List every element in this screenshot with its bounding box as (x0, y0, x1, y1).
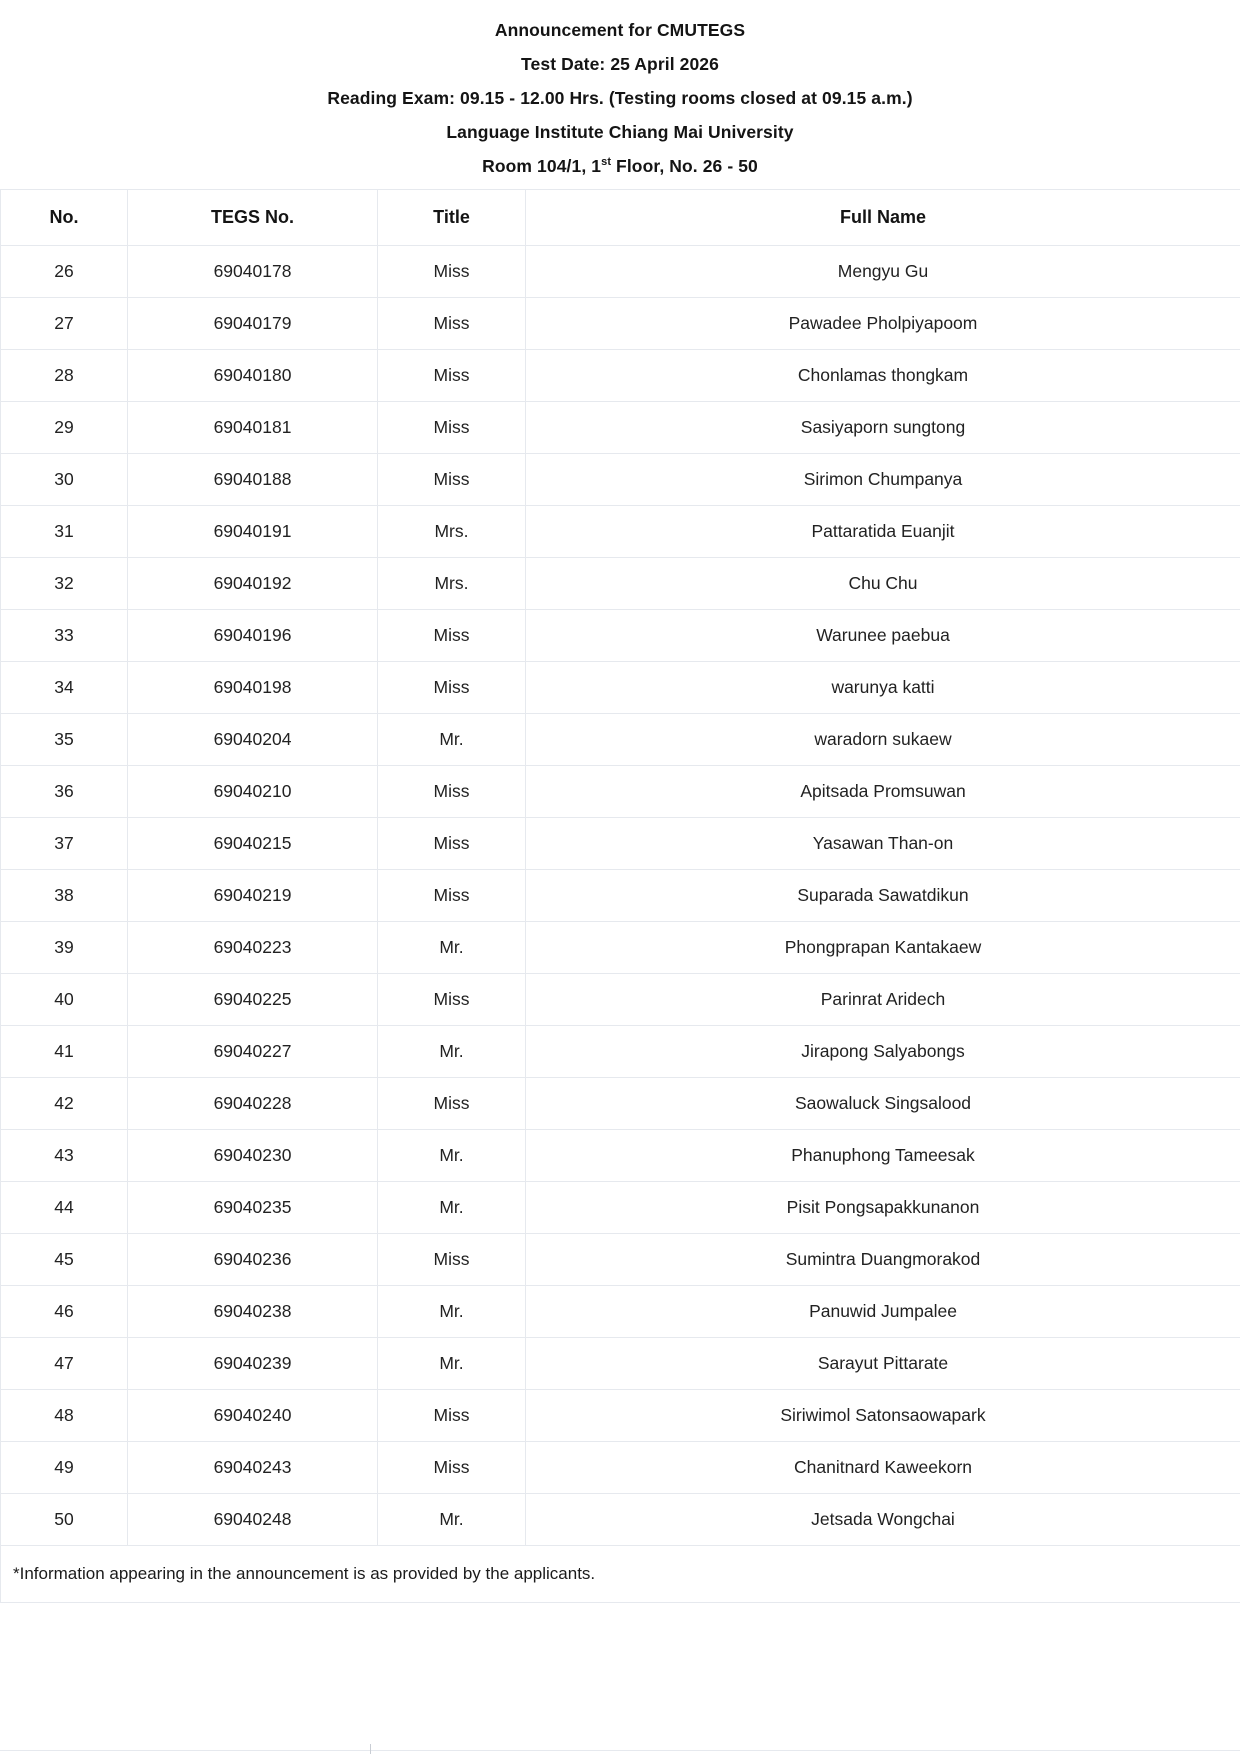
table-row (1, 1078, 1240, 1130)
cell-title: Miss (378, 402, 526, 454)
table-row (1, 506, 1240, 558)
cell-no: 42 (1, 1078, 128, 1130)
table-row (1, 246, 1240, 298)
table-row (1, 1234, 1240, 1286)
cell-tegs-no: 69040225 (128, 974, 378, 1026)
cell-title: Mr. (378, 1182, 526, 1234)
cell-no: 47 (1, 1338, 128, 1390)
announcement-title: Announcement for CMUTEGS (494, 20, 746, 40)
cell-title: Mr. (378, 1130, 526, 1182)
cell-tegs-no: 69040204 (128, 714, 378, 766)
room-line-before: Room 104/1, 1 (482, 156, 602, 176)
cell-title: Miss (378, 766, 526, 818)
cell-title: Miss (378, 610, 526, 662)
cell-title: Miss (378, 1390, 526, 1442)
room-line-ordinal-suffix: st (601, 156, 612, 169)
table-row (1, 402, 1240, 454)
institute-line: Language Institute Chiang Mai University (446, 122, 794, 142)
cell-no: 44 (1, 1182, 128, 1234)
column-header-tegs-no: TEGS No. (128, 190, 378, 246)
cell-tegs-no: 69040239 (128, 1338, 378, 1390)
cell-no: 29 (1, 402, 128, 454)
cell-title: Miss (378, 298, 526, 350)
cell-full-name: Parinrat Aridech (526, 974, 1240, 1026)
table-footer (1, 1546, 1240, 1603)
cell-no: 33 (1, 610, 128, 662)
cell-title: Mr. (378, 1286, 526, 1338)
cell-full-name: Sarayut Pittarate (526, 1338, 1240, 1390)
cell-tegs-no: 69040192 (128, 558, 378, 610)
cell-tegs-no: 69040219 (128, 870, 378, 922)
cell-title: Mrs. (378, 558, 526, 610)
cell-tegs-no: 69040188 (128, 454, 378, 506)
cell-no: 38 (1, 870, 128, 922)
table-header-row (1, 190, 1240, 246)
table-row (1, 870, 1240, 922)
cell-no: 34 (1, 662, 128, 714)
table-row (1, 1338, 1240, 1390)
cell-full-name: Phongprapan Kantakaew (526, 922, 1240, 974)
cell-no: 43 (1, 1130, 128, 1182)
column-header-title: Title (378, 190, 526, 246)
cell-full-name: Sirimon Chumpanya (526, 454, 1240, 506)
cell-no: 31 (1, 506, 128, 558)
cell-tegs-no: 69040215 (128, 818, 378, 870)
table-row (1, 454, 1240, 506)
cell-no: 49 (1, 1442, 128, 1494)
table-row (1, 350, 1240, 402)
cell-tegs-no: 69040227 (128, 1026, 378, 1078)
cell-no: 40 (1, 974, 128, 1026)
cell-no: 41 (1, 1026, 128, 1078)
cell-tegs-no: 69040248 (128, 1494, 378, 1546)
cell-no: 37 (1, 818, 128, 870)
cell-tegs-no: 69040236 (128, 1234, 378, 1286)
cell-title: Miss (378, 1234, 526, 1286)
table-row (1, 818, 1240, 870)
cell-no: 32 (1, 558, 128, 610)
footnote-text: *Information appearing in the announcement is as provided by the applicants. (1, 1546, 1240, 1603)
cell-no: 27 (1, 298, 128, 350)
cell-title: Miss (378, 1442, 526, 1494)
cell-tegs-no: 69040179 (128, 298, 378, 350)
cell-tegs-no: 69040210 (128, 766, 378, 818)
cell-full-name: Jirapong Salyabongs (526, 1026, 1240, 1078)
table-row (1, 1442, 1240, 1494)
cell-full-name: Warunee paebua (526, 610, 1240, 662)
table-row (1, 714, 1240, 766)
cell-title: Miss (378, 1078, 526, 1130)
cell-title: Mr. (378, 1338, 526, 1390)
cell-tegs-no: 69040178 (128, 246, 378, 298)
cell-full-name: Chanitnard Kaweekorn (526, 1442, 1240, 1494)
table-row (1, 1494, 1240, 1546)
cell-full-name: Pawadee Pholpiyapoom (526, 298, 1240, 350)
cell-tegs-no: 69040238 (128, 1286, 378, 1338)
table-body (1, 246, 1240, 1546)
table-row (1, 1026, 1240, 1078)
cell-tegs-no: 69040180 (128, 350, 378, 402)
cell-tegs-no: 69040191 (128, 506, 378, 558)
cell-full-name: waradorn sukaew (526, 714, 1240, 766)
cell-full-name: Mengyu Gu (526, 246, 1240, 298)
cell-title: Miss (378, 662, 526, 714)
footnote-row (1, 1546, 1240, 1603)
room-line-after: Floor, No. 26 - 50 (611, 156, 758, 176)
cell-title: Miss (378, 870, 526, 922)
cell-tegs-no: 69040198 (128, 662, 378, 714)
cell-no: 46 (1, 1286, 128, 1338)
column-header-full-name: Full Name (526, 190, 1240, 246)
bottom-tick-mark (370, 1744, 371, 1754)
table-row (1, 766, 1240, 818)
cell-tegs-no: 69040240 (128, 1390, 378, 1442)
cell-no: 28 (1, 350, 128, 402)
cell-full-name: Sumintra Duangmorakod (526, 1234, 1240, 1286)
cell-full-name: Suparada Sawatdikun (526, 870, 1240, 922)
document-header (0, 0, 1240, 183)
cell-title: Miss (378, 974, 526, 1026)
test-date-line: Test Date: 25 April 2026 (521, 54, 719, 74)
cell-title: Mr. (378, 714, 526, 766)
cell-no: 45 (1, 1234, 128, 1286)
cell-no: 48 (1, 1390, 128, 1442)
table-row (1, 558, 1240, 610)
cell-full-name: Saowaluck Singsalood (526, 1078, 1240, 1130)
table-row (1, 1182, 1240, 1234)
cell-full-name: Pattaratida Euanjit (526, 506, 1240, 558)
cell-tegs-no: 69040223 (128, 922, 378, 974)
cell-full-name: Sasiyaporn sungtong (526, 402, 1240, 454)
cell-tegs-no: 69040181 (128, 402, 378, 454)
table-row (1, 298, 1240, 350)
cell-full-name: Panuwid Jumpalee (526, 1286, 1240, 1338)
table-row (1, 1130, 1240, 1182)
column-header-no: No. (1, 190, 128, 246)
cell-no: 50 (1, 1494, 128, 1546)
cell-full-name: warunya katti (526, 662, 1240, 714)
cell-full-name: Yasawan Than-on (526, 818, 1240, 870)
cell-tegs-no: 69040230 (128, 1130, 378, 1182)
cell-full-name: Jetsada Wongchai (526, 1494, 1240, 1546)
bottom-rule (0, 1750, 1240, 1751)
cell-title: Mr. (378, 922, 526, 974)
cell-no: 35 (1, 714, 128, 766)
cell-tegs-no: 69040196 (128, 610, 378, 662)
table-row (1, 1390, 1240, 1442)
cell-tegs-no: 69040243 (128, 1442, 378, 1494)
table-row (1, 1286, 1240, 1338)
cell-tegs-no: 69040235 (128, 1182, 378, 1234)
table-row (1, 662, 1240, 714)
cell-full-name: Siriwimol Satonsaowapark (526, 1390, 1240, 1442)
cell-title: Miss (378, 246, 526, 298)
cell-title: Mr. (378, 1494, 526, 1546)
cell-full-name: Chonlamas thongkam (526, 350, 1240, 402)
cell-title: Miss (378, 350, 526, 402)
cell-full-name: Pisit Pongsapakkunanon (526, 1182, 1240, 1234)
cell-no: 30 (1, 454, 128, 506)
cell-title: Mr. (378, 1026, 526, 1078)
cell-title: Mrs. (378, 506, 526, 558)
cell-full-name: Chu Chu (526, 558, 1240, 610)
table-row (1, 974, 1240, 1026)
cell-no: 36 (1, 766, 128, 818)
table-row (1, 922, 1240, 974)
reading-exam-line: Reading Exam: 09.15 - 12.00 Hrs. (Testing rooms closed at 09.15 a.m.) (327, 88, 913, 108)
candidate-list-table (0, 189, 1240, 1603)
cell-title: Miss (378, 818, 526, 870)
table-row (1, 610, 1240, 662)
cell-title: Miss (378, 454, 526, 506)
room-line (0, 149, 1240, 183)
table-header (1, 190, 1240, 246)
cell-no: 26 (1, 246, 128, 298)
cell-no: 39 (1, 922, 128, 974)
cell-tegs-no: 69040228 (128, 1078, 378, 1130)
cell-full-name: Apitsada Promsuwan (526, 766, 1240, 818)
cell-full-name: Phanuphong Tameesak (526, 1130, 1240, 1182)
